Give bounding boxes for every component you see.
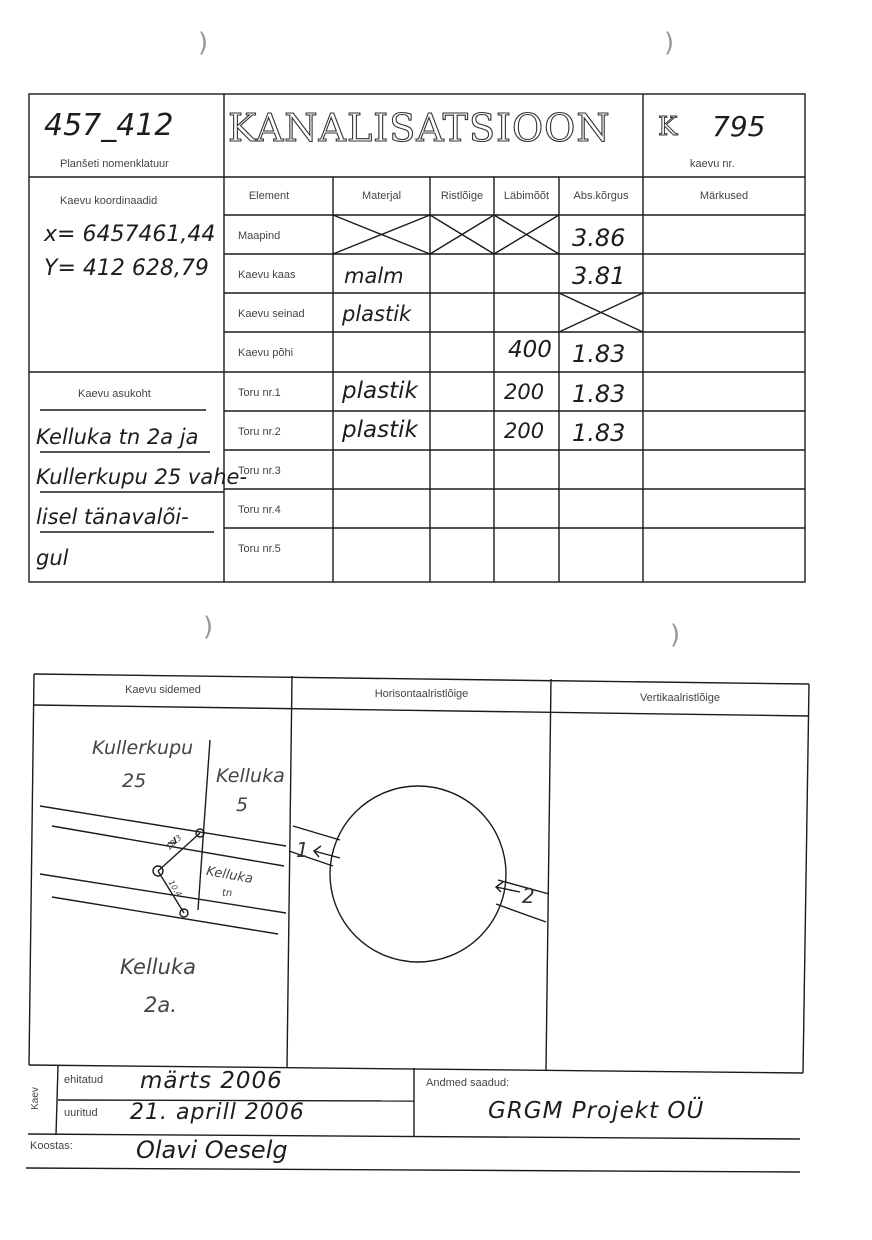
- coordinate-x: x= 6457461,44: [44, 222, 216, 247]
- vertical-section-label: Vertikaalristlõige: [639, 692, 721, 704]
- header-cross-section: Ristlõige: [440, 190, 484, 202]
- header-remarks: Märkused: [699, 190, 749, 202]
- sketch-label-kullerkupu-number: 25: [122, 770, 147, 792]
- footer-side-label: Kaev: [29, 1087, 41, 1110]
- sketch-label-kelluka-top-number: 5: [236, 794, 249, 816]
- table-row-diameter: 200: [504, 380, 545, 404]
- header-element: Element: [248, 190, 290, 202]
- data-source-value: GRGM Projekt OÜ: [488, 1098, 705, 1124]
- table-row-material: plastik: [342, 302, 412, 326]
- built-label: ehitatud: [64, 1074, 104, 1086]
- sketch-label-street-suffix: tn: [222, 888, 233, 899]
- table-row-element: Toru nr.2: [238, 426, 281, 438]
- table-row-abs-height: 1.83: [572, 419, 626, 447]
- table-row-element: Toru nr.1: [238, 387, 281, 399]
- location-line: gul: [36, 546, 69, 570]
- well-number-value: 795: [712, 110, 766, 143]
- well-number-label: kaevu nr.: [690, 158, 735, 170]
- table-row-element: Toru nr.4: [238, 504, 281, 516]
- table-row-element: Toru nr.5: [238, 543, 281, 555]
- sketch-label-kelluka-bottom: Kelluka: [120, 955, 196, 979]
- table-row-element: Kaevu põhi: [238, 347, 294, 359]
- well-letter: K: [658, 112, 678, 142]
- punch-hole-mark: ): [203, 612, 214, 642]
- built-value: märts 2006: [140, 1068, 283, 1094]
- author-signature: Olavi Oeselg: [136, 1136, 288, 1164]
- pipe-2-label: 2: [522, 884, 535, 908]
- header-material: Materjal: [361, 190, 402, 202]
- location-label: Kaevu asukoht: [78, 388, 151, 400]
- sketch-label-kelluka-top: Kelluka: [216, 765, 285, 787]
- punch-hole-mark: ): [664, 28, 675, 58]
- punch-hole-mark: ): [198, 28, 209, 58]
- coordinate-y: Y= 412 628,79: [44, 256, 209, 281]
- table-row-abs-height: 1.83: [572, 340, 626, 368]
- sketch-label-kullerkupu: Kullerkupu: [92, 737, 194, 759]
- surveyed-label: uuritud: [64, 1107, 98, 1119]
- table-row-abs-height: 1.83: [572, 380, 626, 408]
- location-line: Kullerkupu 25 vahe-: [36, 465, 248, 489]
- table-row-diameter: 400: [508, 337, 552, 363]
- table-row-abs-height: 3.86: [572, 224, 626, 252]
- sketch-distance-label: 10.4: [166, 878, 184, 899]
- surveyed-value: 21. aprill 2006: [130, 1100, 305, 1125]
- data-source-label: Andmed saadud:: [426, 1077, 510, 1089]
- coordinates-label: Kaevu koordinaadid: [60, 195, 158, 207]
- table-row-material: malm: [344, 264, 404, 288]
- nomenclature-value: 457_412: [44, 108, 174, 143]
- sketch-distance-label: 18.3: [164, 833, 184, 852]
- location-line: lisel tänavalõi-: [36, 505, 189, 529]
- author-label: Koostas:: [30, 1140, 73, 1152]
- table-row-material: plastik: [342, 417, 418, 443]
- horizontal-section-label: Horisontaalristlõige: [374, 688, 469, 700]
- header-abs-height: Abs.kõrgus: [573, 190, 629, 202]
- header-diameter: Läbimõõt: [503, 190, 550, 202]
- punch-hole-mark: ): [670, 620, 681, 650]
- table-row-abs-height: 3.81: [572, 262, 626, 290]
- nomenclature-label: Planšeti nomenklatuur: [60, 158, 169, 170]
- table-row-element: Toru nr.3: [238, 465, 281, 477]
- sketch-label-kelluka-bottom-number: 2a.: [144, 993, 177, 1017]
- table-row-element: Kaevu kaas: [238, 269, 296, 281]
- sketch-label-street: Kelluka: [205, 864, 254, 887]
- table-row-material: plastik: [342, 378, 418, 404]
- ties-panel-label: Kaevu sidemed: [125, 684, 201, 696]
- table-row-diameter: 200: [504, 419, 545, 443]
- form-title: KANALISATSIOON: [228, 106, 611, 150]
- table-row-element: Maapind: [238, 230, 281, 242]
- location-line: Kelluka tn 2a ja: [36, 425, 199, 449]
- table-row-element: Kaevu seinad: [238, 308, 305, 320]
- pipe-1-label: 1: [296, 838, 309, 862]
